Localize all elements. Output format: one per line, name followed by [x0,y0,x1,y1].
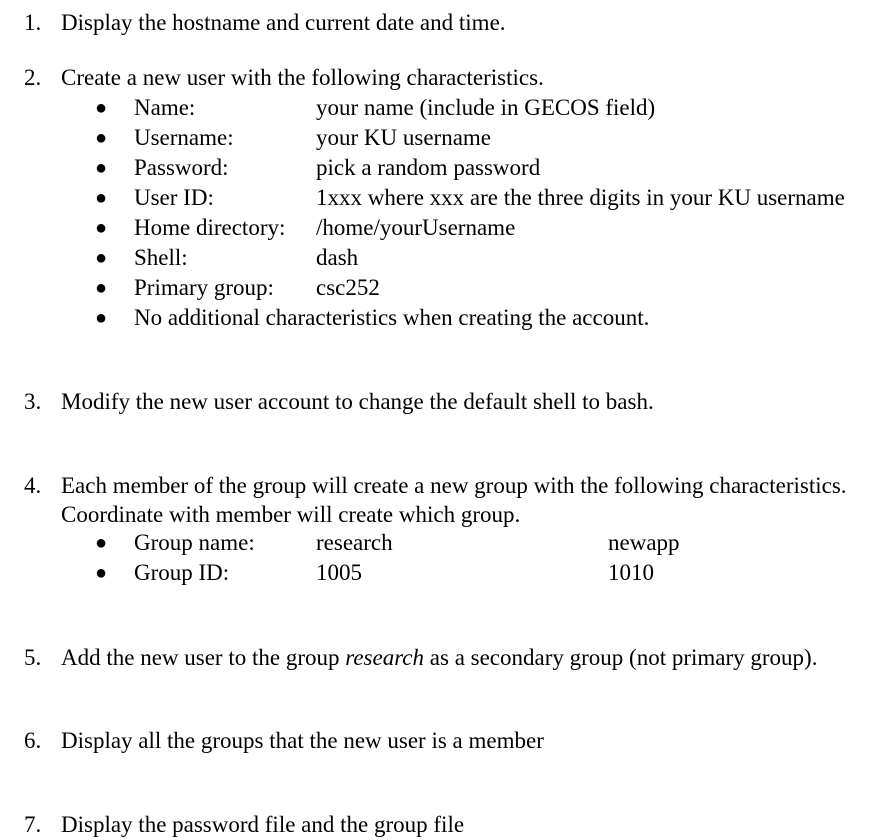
item-4-text-line2: Coordinate with member will create which group. [61,502,521,527]
user-id-value: 1xxx where xxx are the three digits in your KU username [316,185,845,210]
item-1-number: 1. [24,10,42,35]
password-label: Password: [134,155,229,180]
username-label: Username: [134,125,234,150]
user-name-value: your name (include in GECOS field) [316,95,656,120]
item-1-text: Display the hostname and current date and time. [61,10,506,35]
home-directory-label: Home directory: [134,215,286,240]
bullet-icon: ● [95,187,108,209]
user-name-label: Name: [134,95,196,120]
item-7-number: 7. [24,812,42,837]
primary-group-value: csc252 [316,275,380,300]
group-name-value-research: research [316,530,393,555]
shell-value: dash [316,245,359,270]
bullet-icon: ● [95,247,108,269]
item-5-text [61,643,817,673]
item-5-text-after: as a secondary group (not primary group). [424,645,818,670]
group-id-value-1005: 1005 [316,560,362,585]
shell-label: Shell: [134,245,188,270]
bullet-icon: ● [95,562,108,584]
item-7-text: Display the password file and the group file [61,812,465,837]
bullet-icon: ● [95,532,108,554]
item-2-text: Create a new user with the following characteristics. [61,65,544,90]
primary-group-label: Primary group: [134,275,274,300]
item-5-text-before: Add the new user to the group [61,645,346,670]
bullet-icon: ● [95,127,108,149]
group-name-label: Group name: [134,530,255,555]
no-additional-note: No additional characteristics when creating the account. [134,305,650,330]
user-id-label: User ID: [134,185,214,210]
password-value: pick a random password [316,155,541,180]
bullet-icon: ● [95,217,108,239]
item-6-number: 6. [24,728,42,753]
bullet-icon: ● [95,97,108,119]
item-5-research-emphasis: research [345,645,425,670]
bullet-icon: ● [95,157,108,179]
group-name-value-newapp: newapp [608,530,680,555]
item-3-text: Modify the new user account to change the default shell to bash. [61,389,654,414]
item-5-number: 5. [24,645,42,670]
username-value: your KU username [316,125,492,150]
home-directory-value: /home/yourUsername [316,215,516,240]
item-4-number: 4. [24,473,42,498]
item-2-number: 2. [24,65,42,90]
bullet-icon: ● [95,307,108,329]
group-id-value-1010: 1010 [608,560,654,585]
item-6-text: Display all the groups that the new user is a member [61,728,544,753]
item-4-text-line1: Each member of the group will create a new group with the following characteristics. [61,473,847,498]
bullet-icon: ● [95,277,108,299]
item-3-number: 3. [24,389,42,414]
group-id-label: Group ID: [134,560,230,585]
